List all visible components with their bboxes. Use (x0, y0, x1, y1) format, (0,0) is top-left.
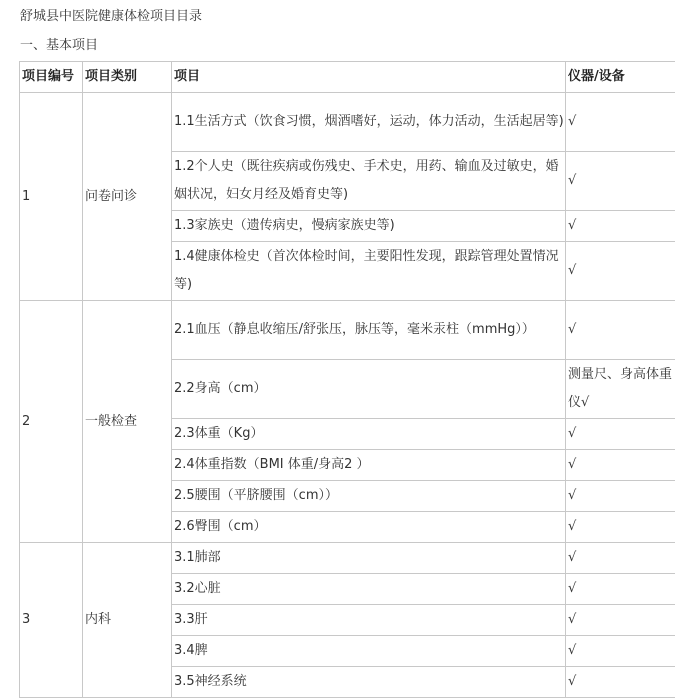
header-item-number: 项目编号 (20, 62, 83, 93)
item-category-cell: 内科 (83, 543, 172, 698)
equipment-cell: √ (566, 636, 675, 667)
equipment-cell: √ (566, 93, 675, 152)
item-cell: 2.6臀围（cm） (172, 512, 566, 543)
item-cell: 2.3体重（Kg） (172, 419, 566, 450)
equipment-cell: √ (566, 605, 675, 636)
section-heading: 一、基本项目 (20, 37, 98, 55)
item-cell: 1.2个人史（既往疾病或伤残史、手术史，用药、输血及过敏史，婚姻状况，妇女月经及婚育史等) (172, 152, 566, 211)
table-row (20, 301, 675, 360)
table-row (20, 543, 675, 574)
item-cell: 3.1肺部 (172, 543, 566, 574)
table-row (20, 93, 675, 152)
item-cell: 3.4脾 (172, 636, 566, 667)
item-cell: 2.2身高（cm） (172, 360, 566, 419)
item-cell: 1.4健康体检史（首次体检时间，主要阳性发现，跟踪管理处置情况等) (172, 242, 566, 301)
item-cell: 2.1血压（静息收缩压/舒张压，脉压等，毫米汞柱（mmHg）） (172, 301, 566, 360)
item-cell: 2.5腰围（平脐腰围（cm）） (172, 481, 566, 512)
equipment-cell: √ (566, 667, 675, 698)
table-header-row (20, 62, 675, 93)
equipment-cell: √ (566, 450, 675, 481)
equipment-cell: √ (566, 301, 675, 360)
exam-items-table (19, 61, 675, 698)
item-cell: 3.2心脏 (172, 574, 566, 605)
item-category-cell: 问卷问诊 (83, 93, 172, 301)
item-category-cell: 一般检查 (83, 301, 172, 543)
equipment-cell: √ (566, 152, 675, 211)
equipment-cell: √ (566, 512, 675, 543)
header-equipment: 仪器/设备 (566, 62, 675, 93)
item-number-cell: 3 (20, 543, 83, 698)
item-cell: 1.1生活方式（饮食习惯，烟酒嗜好，运动，体力活动，生活起居等) (172, 93, 566, 152)
item-number-cell: 2 (20, 301, 83, 543)
item-cell: 1.3家族史（遗传病史，慢病家族史等) (172, 211, 566, 242)
document-title: 舒城县中医院健康体检项目目录 (20, 8, 202, 26)
item-cell: 2.4体重指数（BMI 体重/身高2 ） (172, 450, 566, 481)
item-cell: 3.3肝 (172, 605, 566, 636)
header-item-category: 项目类别 (83, 62, 172, 93)
equipment-cell: 测量尺、身高体重仪√ (566, 360, 675, 419)
header-item: 项目 (172, 62, 566, 93)
equipment-cell: √ (566, 211, 675, 242)
equipment-cell: √ (566, 543, 675, 574)
item-number-cell: 1 (20, 93, 83, 301)
equipment-cell: √ (566, 481, 675, 512)
equipment-cell: √ (566, 419, 675, 450)
item-cell: 3.5神经系统 (172, 667, 566, 698)
equipment-cell: √ (566, 242, 675, 301)
equipment-cell: √ (566, 574, 675, 605)
